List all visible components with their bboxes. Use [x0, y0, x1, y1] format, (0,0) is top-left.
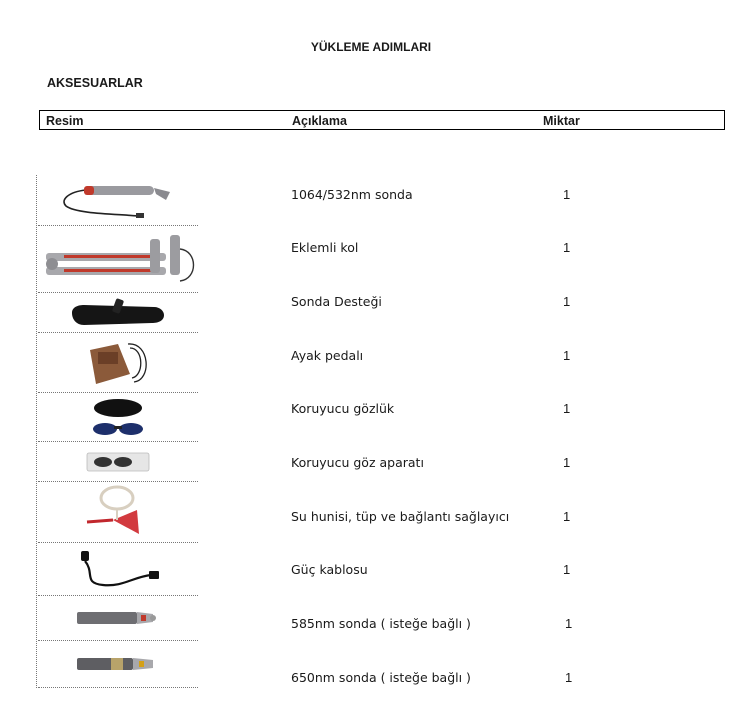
row-image-cell: [38, 442, 198, 482]
row-description: Güç kablosu: [291, 562, 368, 577]
row-description: Eklemli kol: [291, 240, 359, 255]
row-description: Sonda Desteği: [291, 294, 382, 309]
water-funnel-icon: [83, 484, 153, 540]
row-quantity: 1: [565, 616, 573, 631]
table-header: [39, 110, 725, 130]
probe-650-icon: [73, 653, 163, 675]
row-description: 1064/532nm sonda: [291, 187, 413, 202]
row-image-cell: [38, 293, 198, 333]
goggles-icon: [88, 396, 148, 438]
row-quantity: 1: [563, 509, 571, 524]
row-quantity: 1: [563, 240, 571, 255]
eye-shield-icon: [83, 449, 153, 475]
column-header-description: Açıklama: [292, 114, 347, 128]
row-image-cell: [38, 596, 198, 641]
foot-pedal-icon: [78, 336, 158, 390]
row-image-cell: [38, 333, 198, 393]
row-quantity: 1: [563, 401, 571, 416]
row-quantity: 1: [563, 455, 571, 470]
row-quantity: 1: [563, 348, 571, 363]
row-image-cell: [38, 226, 198, 293]
row-image-cell: [38, 543, 198, 596]
row-description: Koruyucu göz aparatı: [291, 455, 424, 470]
power-cable-icon: [73, 547, 163, 591]
section-heading: AKSESUARLAR: [47, 76, 143, 90]
row-image-cell: [38, 393, 198, 442]
row-quantity: 1: [563, 562, 571, 577]
articulated-arm-icon: [40, 229, 196, 289]
row-image-cell: [38, 482, 198, 543]
row-quantity: 1: [565, 670, 573, 685]
row-quantity: 1: [563, 294, 571, 309]
row-description: Ayak pedalı: [291, 348, 364, 363]
row-description: Su hunisi, tüp ve bağlantı sağlayıcı: [291, 509, 510, 524]
row-description: Koruyucu gözlük: [291, 401, 395, 416]
row-description: 650nm sonda ( isteğe bağlı ): [291, 670, 471, 685]
probe-holder-icon: [68, 297, 168, 329]
row-image-cell: [38, 175, 198, 226]
probe-585-icon: [73, 607, 163, 629]
row-image-cell: [38, 641, 198, 688]
table-left-border: [36, 175, 37, 688]
row-description: 585nm sonda ( isteğe bağlı ): [291, 616, 471, 631]
column-header-quantity: Miktar: [543, 114, 580, 128]
document-title: YÜKLEME ADIMLARI: [310, 40, 432, 54]
handpiece-1064-icon: [58, 180, 178, 220]
column-header-image: Resim: [46, 114, 84, 128]
row-quantity: 1: [563, 187, 571, 202]
